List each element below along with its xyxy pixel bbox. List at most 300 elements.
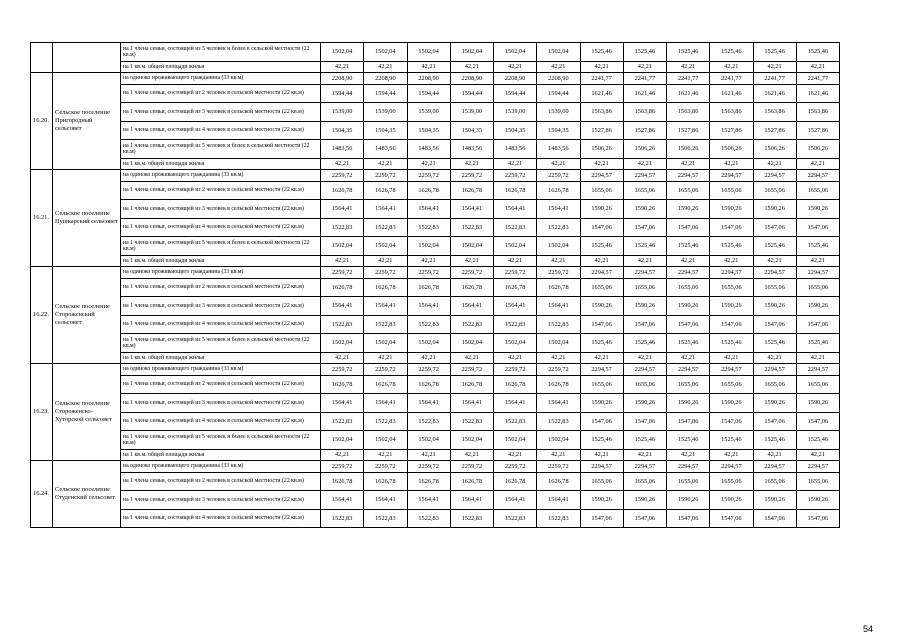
value-cell: 1563,86 <box>710 103 753 122</box>
value-cell: 42,21 <box>753 255 796 267</box>
value-cell: 1504,35 <box>364 121 407 140</box>
value-cell: 1655,06 <box>796 181 839 200</box>
value-cell: 42,21 <box>710 352 753 364</box>
value-cell: 1564,41 <box>364 394 407 413</box>
value-cell: 1590,26 <box>667 200 710 219</box>
value-cell: 1621,46 <box>623 84 666 103</box>
value-cell: 1525,46 <box>580 237 623 256</box>
value-cell: 1506,26 <box>667 140 710 159</box>
value-cell: 1525,46 <box>710 43 753 62</box>
value-cell: 1626,78 <box>450 181 493 200</box>
value-cell: 1502,04 <box>537 431 580 450</box>
value-cell: 1564,41 <box>537 491 580 510</box>
value-cell: 2259,72 <box>494 267 537 279</box>
value-cell: 42,21 <box>450 255 493 267</box>
value-cell: 1655,06 <box>710 375 753 394</box>
value-cell: 1522,83 <box>537 412 580 431</box>
value-cell: 42,21 <box>753 61 796 73</box>
value-cell: 2208,90 <box>364 73 407 85</box>
value-cell: 1655,06 <box>623 375 666 394</box>
value-cell: 42,21 <box>580 61 623 73</box>
value-cell: 1626,78 <box>321 375 364 394</box>
tariff-table <box>30 42 840 528</box>
value-cell: 1590,26 <box>710 297 753 316</box>
value-cell: 2294,57 <box>580 170 623 182</box>
value-cell: 1655,06 <box>753 181 796 200</box>
value-cell: 2259,72 <box>537 364 580 376</box>
value-cell: 1522,83 <box>321 315 364 334</box>
value-cell: 2294,57 <box>753 461 796 473</box>
value-cell: 1539,00 <box>364 103 407 122</box>
value-cell: 1626,78 <box>407 278 450 297</box>
value-cell: 1547,06 <box>667 412 710 431</box>
value-cell: 1590,26 <box>580 394 623 413</box>
value-cell: 42,21 <box>407 61 450 73</box>
value-cell: 1522,83 <box>450 509 493 528</box>
value-cell: 1483,56 <box>494 140 537 159</box>
value-cell: 2259,72 <box>450 461 493 473</box>
value-cell: 1564,41 <box>494 200 537 219</box>
value-cell: 1525,46 <box>753 334 796 353</box>
value-cell: 1547,06 <box>710 315 753 334</box>
table-row <box>31 158 840 170</box>
value-cell: 1590,26 <box>753 394 796 413</box>
value-cell: 1506,26 <box>710 140 753 159</box>
value-cell: 1547,06 <box>580 218 623 237</box>
value-cell: 2208,90 <box>407 73 450 85</box>
value-cell: 1626,78 <box>321 181 364 200</box>
value-cell: 1626,78 <box>494 472 537 491</box>
value-cell: 1527,86 <box>796 121 839 140</box>
value-cell: 1525,46 <box>580 43 623 62</box>
table-row <box>31 297 840 316</box>
value-cell: 42,21 <box>710 255 753 267</box>
norm-description: на одиноко проживающего гражданина (33 кв.м) <box>121 170 321 182</box>
value-cell: 1626,78 <box>450 472 493 491</box>
table-row <box>31 218 840 237</box>
value-cell: 2259,72 <box>450 267 493 279</box>
table-row <box>31 278 840 297</box>
value-cell: 1626,78 <box>364 472 407 491</box>
value-cell: 2294,57 <box>623 170 666 182</box>
value-cell: 1547,06 <box>623 218 666 237</box>
value-cell: 1655,06 <box>580 375 623 394</box>
value-cell: 1522,83 <box>494 218 537 237</box>
value-cell: 1547,06 <box>667 218 710 237</box>
value-cell: 42,21 <box>710 449 753 461</box>
value-cell: 1590,26 <box>753 297 796 316</box>
value-cell: 1525,46 <box>710 237 753 256</box>
value-cell: 42,21 <box>667 449 710 461</box>
value-cell: 2294,57 <box>753 170 796 182</box>
value-cell: 2259,72 <box>407 170 450 182</box>
value-cell: 1525,46 <box>796 431 839 450</box>
value-cell: 42,21 <box>537 352 580 364</box>
table-row <box>31 267 840 279</box>
norm-description: на одиноко проживающего гражданина (33 кв.м) <box>121 461 321 473</box>
value-cell: 42,21 <box>537 61 580 73</box>
value-cell: 42,21 <box>321 255 364 267</box>
value-cell: 1626,78 <box>407 181 450 200</box>
value-cell: 1502,04 <box>407 431 450 450</box>
value-cell: 1564,41 <box>407 491 450 510</box>
value-cell: 42,21 <box>494 158 537 170</box>
value-cell: 1502,04 <box>364 43 407 62</box>
value-cell: 1590,26 <box>623 297 666 316</box>
value-cell: 1547,06 <box>753 412 796 431</box>
value-cell: 1590,26 <box>580 491 623 510</box>
value-cell: 1655,06 <box>667 181 710 200</box>
value-cell: 1483,56 <box>407 140 450 159</box>
value-cell: 1626,78 <box>537 181 580 200</box>
value-cell: 1525,46 <box>623 334 666 353</box>
norm-description: на 1 члена семьи, состоящей из 2 человек в сельской местности (22 кв.м) <box>121 181 321 200</box>
value-cell: 2241,77 <box>753 73 796 85</box>
value-cell: 42,21 <box>364 61 407 73</box>
value-cell: 2259,72 <box>407 267 450 279</box>
value-cell: 1483,56 <box>364 140 407 159</box>
value-cell: 1547,06 <box>796 218 839 237</box>
value-cell: 1590,26 <box>580 200 623 219</box>
value-cell: 1590,26 <box>623 200 666 219</box>
value-cell: 1626,78 <box>494 375 537 394</box>
value-cell: 42,21 <box>667 61 710 73</box>
value-cell: 1502,04 <box>407 237 450 256</box>
value-cell: 1564,41 <box>494 297 537 316</box>
value-cell: 1564,41 <box>537 394 580 413</box>
norm-description: на 1 члена семьи, состоящей из 3 человек в сельской местности (22 кв.м) <box>121 297 321 316</box>
value-cell: 2259,72 <box>364 461 407 473</box>
table-row <box>31 472 840 491</box>
norm-description: на 1 кв.м. общей площади жилья <box>121 61 321 73</box>
value-cell: 1655,06 <box>796 472 839 491</box>
value-cell: 2294,57 <box>710 170 753 182</box>
value-cell: 2241,77 <box>623 73 666 85</box>
value-cell: 2294,57 <box>796 461 839 473</box>
value-cell: 1547,06 <box>753 509 796 528</box>
value-cell: 1502,04 <box>537 43 580 62</box>
value-cell: 1502,04 <box>407 334 450 353</box>
value-cell: 1563,86 <box>623 103 666 122</box>
value-cell: 1655,06 <box>623 278 666 297</box>
value-cell: 1522,83 <box>407 412 450 431</box>
value-cell: 1594,44 <box>321 84 364 103</box>
value-cell: 1539,00 <box>494 103 537 122</box>
value-cell: 1590,26 <box>796 394 839 413</box>
value-cell: 1655,06 <box>580 181 623 200</box>
value-cell: 1590,26 <box>753 491 796 510</box>
table-row <box>31 461 840 473</box>
value-cell: 1564,41 <box>450 297 493 316</box>
value-cell: 1626,78 <box>537 278 580 297</box>
value-cell: 42,21 <box>450 158 493 170</box>
value-cell: 1539,00 <box>407 103 450 122</box>
settlement-name: Сельское поселение Пригородный сельсовет <box>53 73 121 170</box>
value-cell: 1621,46 <box>753 84 796 103</box>
value-cell: 1590,26 <box>710 491 753 510</box>
table-row <box>31 84 840 103</box>
value-cell: 2259,72 <box>364 267 407 279</box>
value-cell: 42,21 <box>623 255 666 267</box>
value-cell: 2259,72 <box>537 170 580 182</box>
norm-description: на одиноко проживающего гражданина (33 кв.м) <box>121 267 321 279</box>
value-cell: 1563,86 <box>753 103 796 122</box>
value-cell: 1527,86 <box>580 121 623 140</box>
table-row <box>31 255 840 267</box>
table-row <box>31 73 840 85</box>
value-cell: 42,21 <box>710 158 753 170</box>
value-cell: 1590,26 <box>753 200 796 219</box>
table-row <box>31 237 840 256</box>
table-row <box>31 315 840 334</box>
value-cell: 2294,57 <box>796 170 839 182</box>
value-cell: 1525,46 <box>796 334 839 353</box>
value-cell: 1547,06 <box>710 509 753 528</box>
value-cell: 2294,57 <box>753 267 796 279</box>
value-cell: 1626,78 <box>364 375 407 394</box>
norm-description: на 1 члена семьи, состоящей из 3 человек в сельской местности (22 кв.м) <box>121 200 321 219</box>
settlement-number: 16.21. <box>31 170 53 267</box>
value-cell: 1655,06 <box>710 472 753 491</box>
norm-description: на одиноко проживающего гражданина (33 кв.м) <box>121 364 321 376</box>
value-cell: 1539,00 <box>537 103 580 122</box>
norm-description: на 1 члена семьи, состоящей из 2 человек в сельской местности (22 кв.м) <box>121 84 321 103</box>
value-cell: 42,21 <box>494 61 537 73</box>
value-cell: 2259,72 <box>321 267 364 279</box>
value-cell: 1525,46 <box>796 237 839 256</box>
value-cell: 1547,06 <box>796 509 839 528</box>
value-cell: 42,21 <box>450 352 493 364</box>
value-cell: 2241,77 <box>580 73 623 85</box>
value-cell: 2259,72 <box>537 267 580 279</box>
value-cell: 1502,04 <box>537 334 580 353</box>
value-cell: 2208,90 <box>537 73 580 85</box>
value-cell: 1522,83 <box>537 315 580 334</box>
value-cell: 1564,41 <box>537 200 580 219</box>
value-cell: 2294,57 <box>710 364 753 376</box>
value-cell: 2294,57 <box>710 461 753 473</box>
value-cell: 42,21 <box>796 352 839 364</box>
value-cell: 42,21 <box>796 449 839 461</box>
table-row <box>31 140 840 159</box>
norm-description: на 1 члена семьи, состоящей из 4 человек в сельской местности (22 кв.м) <box>121 218 321 237</box>
value-cell: 1522,83 <box>321 412 364 431</box>
value-cell: 1655,06 <box>753 375 796 394</box>
table-row <box>31 364 840 376</box>
value-cell: 1564,41 <box>407 297 450 316</box>
value-cell: 42,21 <box>753 449 796 461</box>
value-cell: 1522,83 <box>450 412 493 431</box>
value-cell: 1522,83 <box>364 218 407 237</box>
value-cell: 1522,83 <box>364 509 407 528</box>
value-cell: 1547,06 <box>580 509 623 528</box>
settlement-number: 16.20. <box>31 73 53 170</box>
value-cell: 1621,46 <box>580 84 623 103</box>
value-cell: 1547,06 <box>667 509 710 528</box>
value-cell: 2259,72 <box>321 461 364 473</box>
value-cell: 1626,78 <box>494 278 537 297</box>
value-cell: 1564,41 <box>321 297 364 316</box>
value-cell: 1502,04 <box>321 237 364 256</box>
value-cell: 1626,78 <box>364 181 407 200</box>
value-cell: 42,21 <box>580 352 623 364</box>
value-cell: 1655,06 <box>753 472 796 491</box>
norm-description: на 1 члена семьи, состоящей из 4 человек в сельской местности (22 кв.м) <box>121 315 321 334</box>
value-cell: 2259,72 <box>407 364 450 376</box>
value-cell: 42,21 <box>364 255 407 267</box>
value-cell: 1502,04 <box>494 43 537 62</box>
value-cell: 1522,83 <box>321 509 364 528</box>
value-cell: 1522,83 <box>450 315 493 334</box>
settlement-number: 16.22. <box>31 267 53 364</box>
value-cell: 1527,86 <box>710 121 753 140</box>
value-cell: 1522,83 <box>321 218 364 237</box>
value-cell: 2241,77 <box>710 73 753 85</box>
value-cell: 1483,56 <box>537 140 580 159</box>
table-row <box>31 412 840 431</box>
value-cell: 42,21 <box>450 449 493 461</box>
value-cell: 1547,06 <box>623 412 666 431</box>
value-cell: 2259,72 <box>364 364 407 376</box>
value-cell: 42,21 <box>494 449 537 461</box>
value-cell: 1502,04 <box>364 237 407 256</box>
value-cell: 1506,26 <box>623 140 666 159</box>
norm-description: на 1 члена семьи, состоящей из 5 человек и более в сельской местности (22 кв.м) <box>121 140 321 159</box>
value-cell: 1590,26 <box>796 297 839 316</box>
value-cell: 2294,57 <box>623 364 666 376</box>
norm-description: на 1 члена семьи, состоящей из 3 человек в сельской местности (22 кв.м) <box>121 394 321 413</box>
settlement-number: 16.23. <box>31 364 53 461</box>
value-cell: 2241,77 <box>796 73 839 85</box>
value-cell: 2259,72 <box>494 170 537 182</box>
value-cell: 42,21 <box>364 158 407 170</box>
value-cell: 1626,78 <box>407 472 450 491</box>
value-cell: 1527,86 <box>753 121 796 140</box>
value-cell: 1502,04 <box>364 334 407 353</box>
norm-description: на 1 члена семьи, состоящей из 5 человек и более в сельской местности (22 кв.м) <box>121 43 321 62</box>
value-cell: 1502,04 <box>321 334 364 353</box>
value-cell: 1655,06 <box>580 472 623 491</box>
value-cell: 1525,46 <box>710 334 753 353</box>
value-cell: 42,21 <box>623 352 666 364</box>
value-cell: 1626,78 <box>321 472 364 491</box>
value-cell: 1563,86 <box>667 103 710 122</box>
value-cell: 1547,06 <box>753 218 796 237</box>
value-cell: 1564,41 <box>450 491 493 510</box>
value-cell: 42,21 <box>710 61 753 73</box>
value-cell: 1547,06 <box>796 412 839 431</box>
value-cell: 1547,06 <box>623 509 666 528</box>
table-row <box>31 449 840 461</box>
value-cell: 1590,26 <box>710 200 753 219</box>
norm-description: на 1 члена семьи, состоящей из 3 человек в сельской местности (22 кв.м) <box>121 103 321 122</box>
value-cell: 1506,26 <box>580 140 623 159</box>
value-cell: 1502,04 <box>494 237 537 256</box>
value-cell: 2294,57 <box>623 267 666 279</box>
value-cell: 2208,90 <box>494 73 537 85</box>
value-cell: 2294,57 <box>580 461 623 473</box>
norm-description: на 1 члена семьи, состоящей из 2 человек в сельской местности (22 кв.м) <box>121 472 321 491</box>
norm-description: на 1 кв.м. общей площади жилья <box>121 449 321 461</box>
value-cell: 1525,46 <box>796 43 839 62</box>
table-row <box>31 334 840 353</box>
value-cell: 1621,46 <box>710 84 753 103</box>
value-cell: 42,21 <box>321 449 364 461</box>
value-cell: 42,21 <box>796 61 839 73</box>
value-cell: 1655,06 <box>710 181 753 200</box>
norm-description: на одиноко проживающего гражданина (33 кв.м) <box>121 73 321 85</box>
value-cell: 1547,06 <box>710 412 753 431</box>
value-cell: 1547,06 <box>667 315 710 334</box>
value-cell: 1564,41 <box>321 491 364 510</box>
value-cell: 1564,41 <box>407 200 450 219</box>
value-cell: 1626,78 <box>364 278 407 297</box>
tariff-table-body <box>31 43 840 528</box>
value-cell: 1522,83 <box>364 315 407 334</box>
value-cell: 1590,26 <box>667 394 710 413</box>
value-cell: 1502,04 <box>494 334 537 353</box>
value-cell: 1564,41 <box>321 394 364 413</box>
value-cell: 2294,57 <box>753 364 796 376</box>
value-cell: 42,21 <box>537 449 580 461</box>
value-cell: 1502,04 <box>407 43 450 62</box>
table-row <box>31 352 840 364</box>
value-cell: 1525,46 <box>753 237 796 256</box>
value-cell: 1525,46 <box>753 43 796 62</box>
value-cell: 1525,46 <box>667 431 710 450</box>
table-row <box>31 491 840 510</box>
value-cell: 1655,06 <box>796 278 839 297</box>
value-cell: 1547,06 <box>580 315 623 334</box>
value-cell: 42,21 <box>623 449 666 461</box>
norm-description: на 1 члена семьи, состоящей из 4 человек в сельской местности (22 кв.м) <box>121 509 321 528</box>
norm-description: на 1 члена семьи, состоящей из 4 человек в сельской местности (22 кв.м) <box>121 412 321 431</box>
value-cell: 2294,57 <box>623 461 666 473</box>
norm-description: на 1 члена семьи, состоящей из 2 человек в сельской местности (22 кв.м) <box>121 278 321 297</box>
value-cell: 1522,83 <box>364 412 407 431</box>
value-cell: 42,21 <box>753 352 796 364</box>
value-cell: 42,21 <box>667 352 710 364</box>
value-cell: 1547,06 <box>710 218 753 237</box>
value-cell: 1590,26 <box>667 491 710 510</box>
value-cell: 2294,57 <box>580 267 623 279</box>
value-cell: 1525,46 <box>623 431 666 450</box>
value-cell: 42,21 <box>580 255 623 267</box>
settlement-name: Сельское поселение Стороженский сельсовет <box>53 267 121 364</box>
value-cell: 1502,04 <box>321 43 364 62</box>
value-cell: 1564,41 <box>364 297 407 316</box>
value-cell: 1504,35 <box>494 121 537 140</box>
value-cell: 1522,83 <box>494 412 537 431</box>
value-cell: 1626,78 <box>494 181 537 200</box>
value-cell: 1563,86 <box>796 103 839 122</box>
value-cell: 42,21 <box>667 255 710 267</box>
norm-description: на 1 члена семьи, состоящей из 5 человек и более в сельской местности (22 кв.м) <box>121 334 321 353</box>
value-cell: 42,21 <box>796 158 839 170</box>
settlement-name: Сельское поселение Пушкарский сельсовет <box>53 170 121 267</box>
value-cell: 1626,78 <box>537 375 580 394</box>
table-row <box>31 170 840 182</box>
value-cell: 2259,72 <box>494 461 537 473</box>
value-cell: 2294,57 <box>796 364 839 376</box>
value-cell: 1590,26 <box>710 394 753 413</box>
value-cell: 1525,46 <box>623 43 666 62</box>
value-cell: 1502,04 <box>494 431 537 450</box>
value-cell: 1547,06 <box>580 412 623 431</box>
settlement-number <box>31 43 53 73</box>
value-cell: 2294,57 <box>796 267 839 279</box>
value-cell: 2294,57 <box>710 267 753 279</box>
